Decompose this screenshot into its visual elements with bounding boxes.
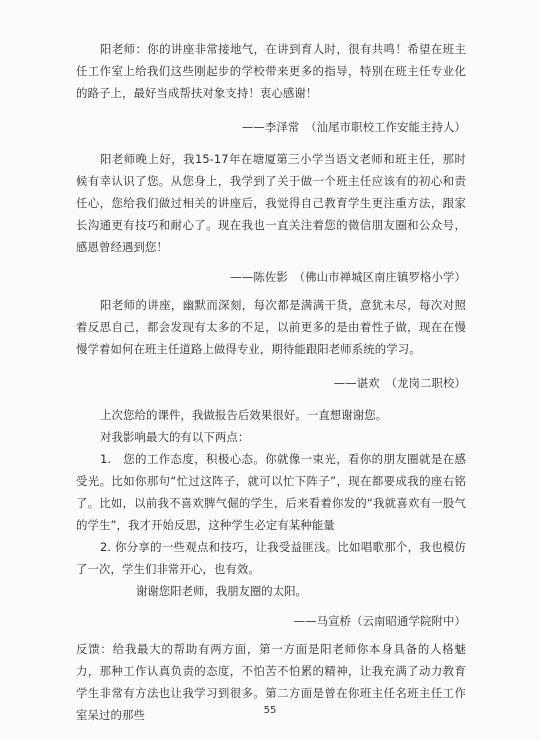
testimonial-intro: 对我影响最大的有以下两点： [100,430,250,444]
testimonial-signature: ——马宣桥（云南昭通学院附中） [293,614,466,628]
testimonial-3 [76,294,466,394]
testimonial-paragraph: 阳老师的讲座，幽默而深刻，每次都是满满干货，意犹未尽，每次对照着反思自己，都会发现有太多的不足，以前更多的是由着性子做，现在在慢慢学着如何在班主任道路上做得专业，期待能跟阳老师系统的学习。 [76,298,466,356]
testimonial-point: 2. 你分享的一些观点和技巧，让我受益匪浅。比如唱歌那个，我也模仿了一次，学生们非常开心，也有效。 [76,540,466,576]
testimonial-2 [76,148,466,288]
testimonial-signature: ——谌欢 （龙岗二职校） [333,376,466,390]
testimonial-paragraph: 阳老师：你的讲座非常接地气，在讲到育人时，很有共鸣！希望在班主任工作室上给我们这些刚起步的学校带来更多的指导，特别在班主任专业化的路子上，最好当成帮扶对象支持！衷心感谢！ [76,42,466,100]
feedback-paragraph: 反馈：给我最大的帮助有两方面，第一方面是阳老师你本身具备的人格魅力，那种工作认真负责的态度，不怕苦不怕累的精神，让我充满了动力教育学生非常有方法也让我学习到很多。第二方面是曾在你班主任名班主任工作室呆过的那些 [76,642,466,722]
testimonial-1 [76,38,466,138]
testimonial-point: 1. 您的工作态度，积极心态。你就像一束光，看你的朋友圈就是在感受光。比如你那句“忙过这阵子，就可以忙下阵子”，现在都要成我的座右铭了。比如，以前我不喜欢脾气倔的学生，后来看着你发的“我就喜欢有一股气的学生”，我才开始反思，这种学生必定有某种能量 [76,452,466,532]
testimonial-signature: ——陈佐影 （佛山市禅城区南庄镇罗格小学） [230,270,466,284]
testimonial-intro: 上次您给的课件，我做报告后效果很好。一直想谢谢您。 [100,408,388,422]
page-number: 55 [263,705,277,716]
testimonial-paragraph: 阳老师晚上好，我15-17年在塘厦第三小学当语文老师和班主任，那时候有幸认识了您。从您身上，我学到了关于做一个班主任应该有的初心和责任心，您给我们做过相关的讲座后，我觉得自己教育学生更注重方法，跟家长沟通更有技巧和耐心了。现在我也一直关注着您的微信朋友圈和公众号，感恩曾经遇到您！ [76,152,466,254]
testimonial-4 [76,404,466,632]
testimonial-signature: ——李泽常 （汕尾市职校工作安能主持人） [241,120,466,134]
testimonial-thanks: 谢谢您阳老师，我朋友圈的太阳。 [136,584,307,598]
